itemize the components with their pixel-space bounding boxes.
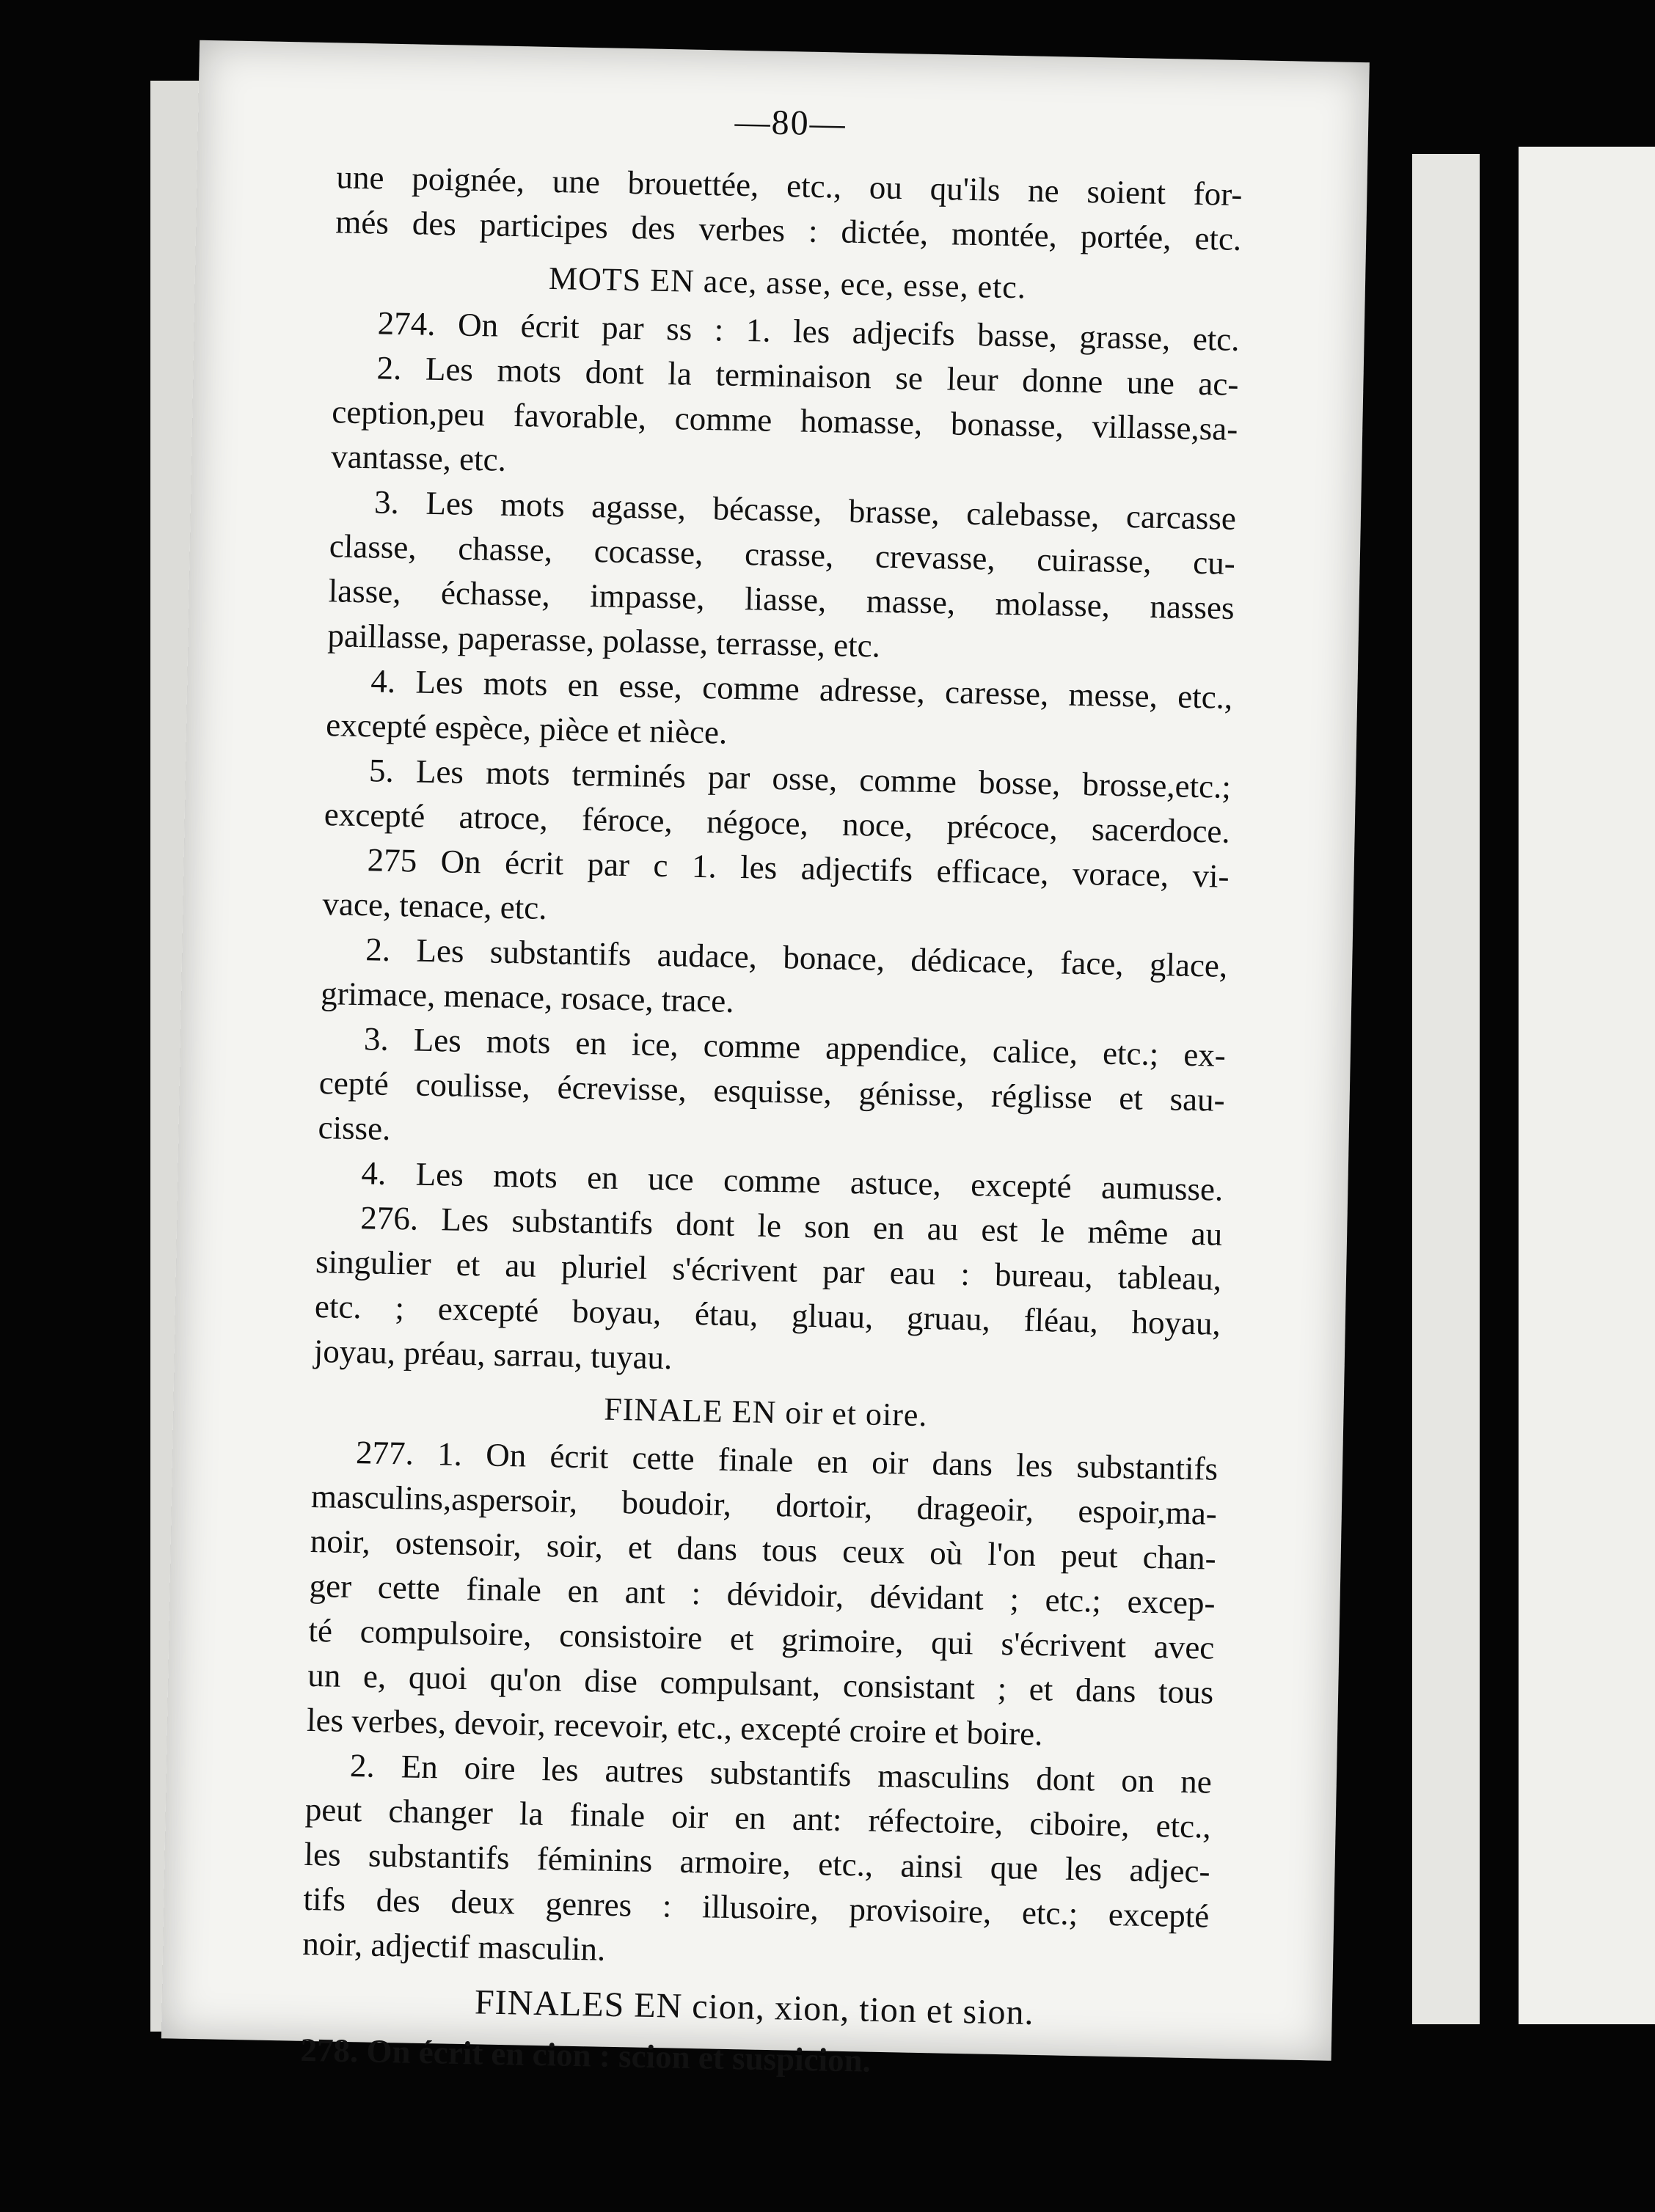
- text-line: 278. On écrit en cion : scion et suspicion.: [300, 2031, 872, 2079]
- section-heading: MOTS EN ace, asse, ece, esse, etc.: [548, 260, 1027, 306]
- text-line: un e, quoi qu'on dise compulsant, consistant ; et dans tous: [307, 1656, 1214, 1711]
- text-line: paillasse, paperasse, polasse, terrasse, etc.: [327, 617, 881, 664]
- text-line: cepté coulisse, écrevisse, esquisse, génisse, réglisse et sau-: [318, 1064, 1226, 1118]
- text-line: peut changer la finale oir en ant: réfectoire, ciboire, etc.,: [304, 1790, 1212, 1845]
- text-line: singulier et au pluriel s'écrivent par eau : bureau, tableau,: [315, 1243, 1222, 1297]
- text-line: noir, ostensoir, soir, et dans tous ceux où l'on peut chan-: [310, 1522, 1217, 1577]
- text-line: cisse.: [318, 1109, 391, 1147]
- right-page-edges: [1412, 154, 1480, 2024]
- text-line: 2. Les substantifs audace, bonace, dédicace, face, glace,: [365, 931, 1228, 984]
- text-line: les substantifs féminins armoire, etc., ainsi que les adjec-: [304, 1835, 1210, 1890]
- text-line: les verbes, devoir, recevoir, etc., excepté croire et boire.: [306, 1701, 1043, 1753]
- text-line: 274. On écrit par ss : 1. les adjecifs basse, grasse, etc.: [377, 304, 1241, 358]
- page-content: [300, 94, 1244, 2090]
- text-line: excepté espèce, pièce et nièce.: [325, 706, 728, 751]
- text-line: etc. ; excepté boyau, étau, gluau, gruau, fléau, hoyau,: [314, 1288, 1221, 1342]
- text-line: classe, chasse, cocasse, crasse, crevasse, cuirasse, cu-: [329, 527, 1236, 582]
- text-line: tifs des deux genres : illusoire, provisoire, etc.; excepté: [303, 1880, 1210, 1935]
- text-line: joyau, préau, sarrau, tuyau.: [313, 1333, 673, 1377]
- text-line: 4. Les mots en esse, comme adresse, caresse, messe, etc.,: [370, 662, 1233, 716]
- text-line: une poignée, une brouettée, etc., ou qu'ils ne soient for-: [336, 158, 1243, 213]
- text-line: 3. Les mots en ice, comme appendice, calice, etc.; ex-: [363, 1020, 1227, 1074]
- text-line: 5. Les mots terminés par osse, comme bosse, brosse,etc.;: [368, 752, 1232, 805]
- page-number: —80—: [734, 102, 847, 144]
- text-line: lasse, échasse, impasse, liasse, masse, molasse, nasses: [328, 572, 1235, 626]
- text-line: 4. Les mots en uce comme astuce, excepté aumusse.: [361, 1154, 1224, 1208]
- text-line: 2. En oire les autres substantifs masculins dont on ne: [349, 1747, 1213, 1801]
- section-heading: FINALES EN cion, xion, tion et sion.: [474, 1982, 1035, 2033]
- facing-page-fragment: [1519, 147, 1655, 2024]
- text-line: grimace, menace, rosace, trace.: [320, 975, 734, 1019]
- text-line: excepté atroce, féroce, négoce, noce, précoce, sacerdoce.: [324, 796, 1231, 850]
- text-line: 277. 1. On écrit cette finale en oir dans les substantifs: [355, 1434, 1219, 1487]
- text-line: vace, tenace, etc.: [322, 885, 548, 926]
- text-line: ception,peu favorable, comme homasse, bonasse, villasse,sa-: [331, 393, 1238, 447]
- text-line: noir, adjectif masculin.: [302, 1924, 606, 1968]
- text-line: 276. Les substantifs dont le son en au est le même au: [359, 1199, 1223, 1253]
- book-page: [161, 40, 1370, 2079]
- text-line: 2. Les mots dont la terminaison se leur donne une ac-: [376, 349, 1239, 403]
- text-line: ger cette finale en ant : dévidoir, dévidant ; etc.; excep-: [309, 1567, 1216, 1622]
- text-line: té compulsoire, consistoire et grimoire, qui s'écrivent avec: [308, 1611, 1215, 1666]
- text-line: masculins,aspersoir, boudoir, dortoir, drageoir, espoir,ma-: [310, 1477, 1218, 1532]
- text-line: 3. Les mots agasse, bécasse, brasse, calebasse, carcasse: [373, 483, 1237, 537]
- text-line: més des participes des verbes : dictée, montée, portée, etc.: [335, 203, 1242, 257]
- text-line: vantasse, etc.: [330, 438, 507, 478]
- text-body: [300, 155, 1243, 2090]
- text-line: 275 On écrit par c 1. les adjectifs efficace, vorace, vi-: [367, 841, 1230, 895]
- section-heading: FINALE EN oir et oire.: [603, 1391, 928, 1434]
